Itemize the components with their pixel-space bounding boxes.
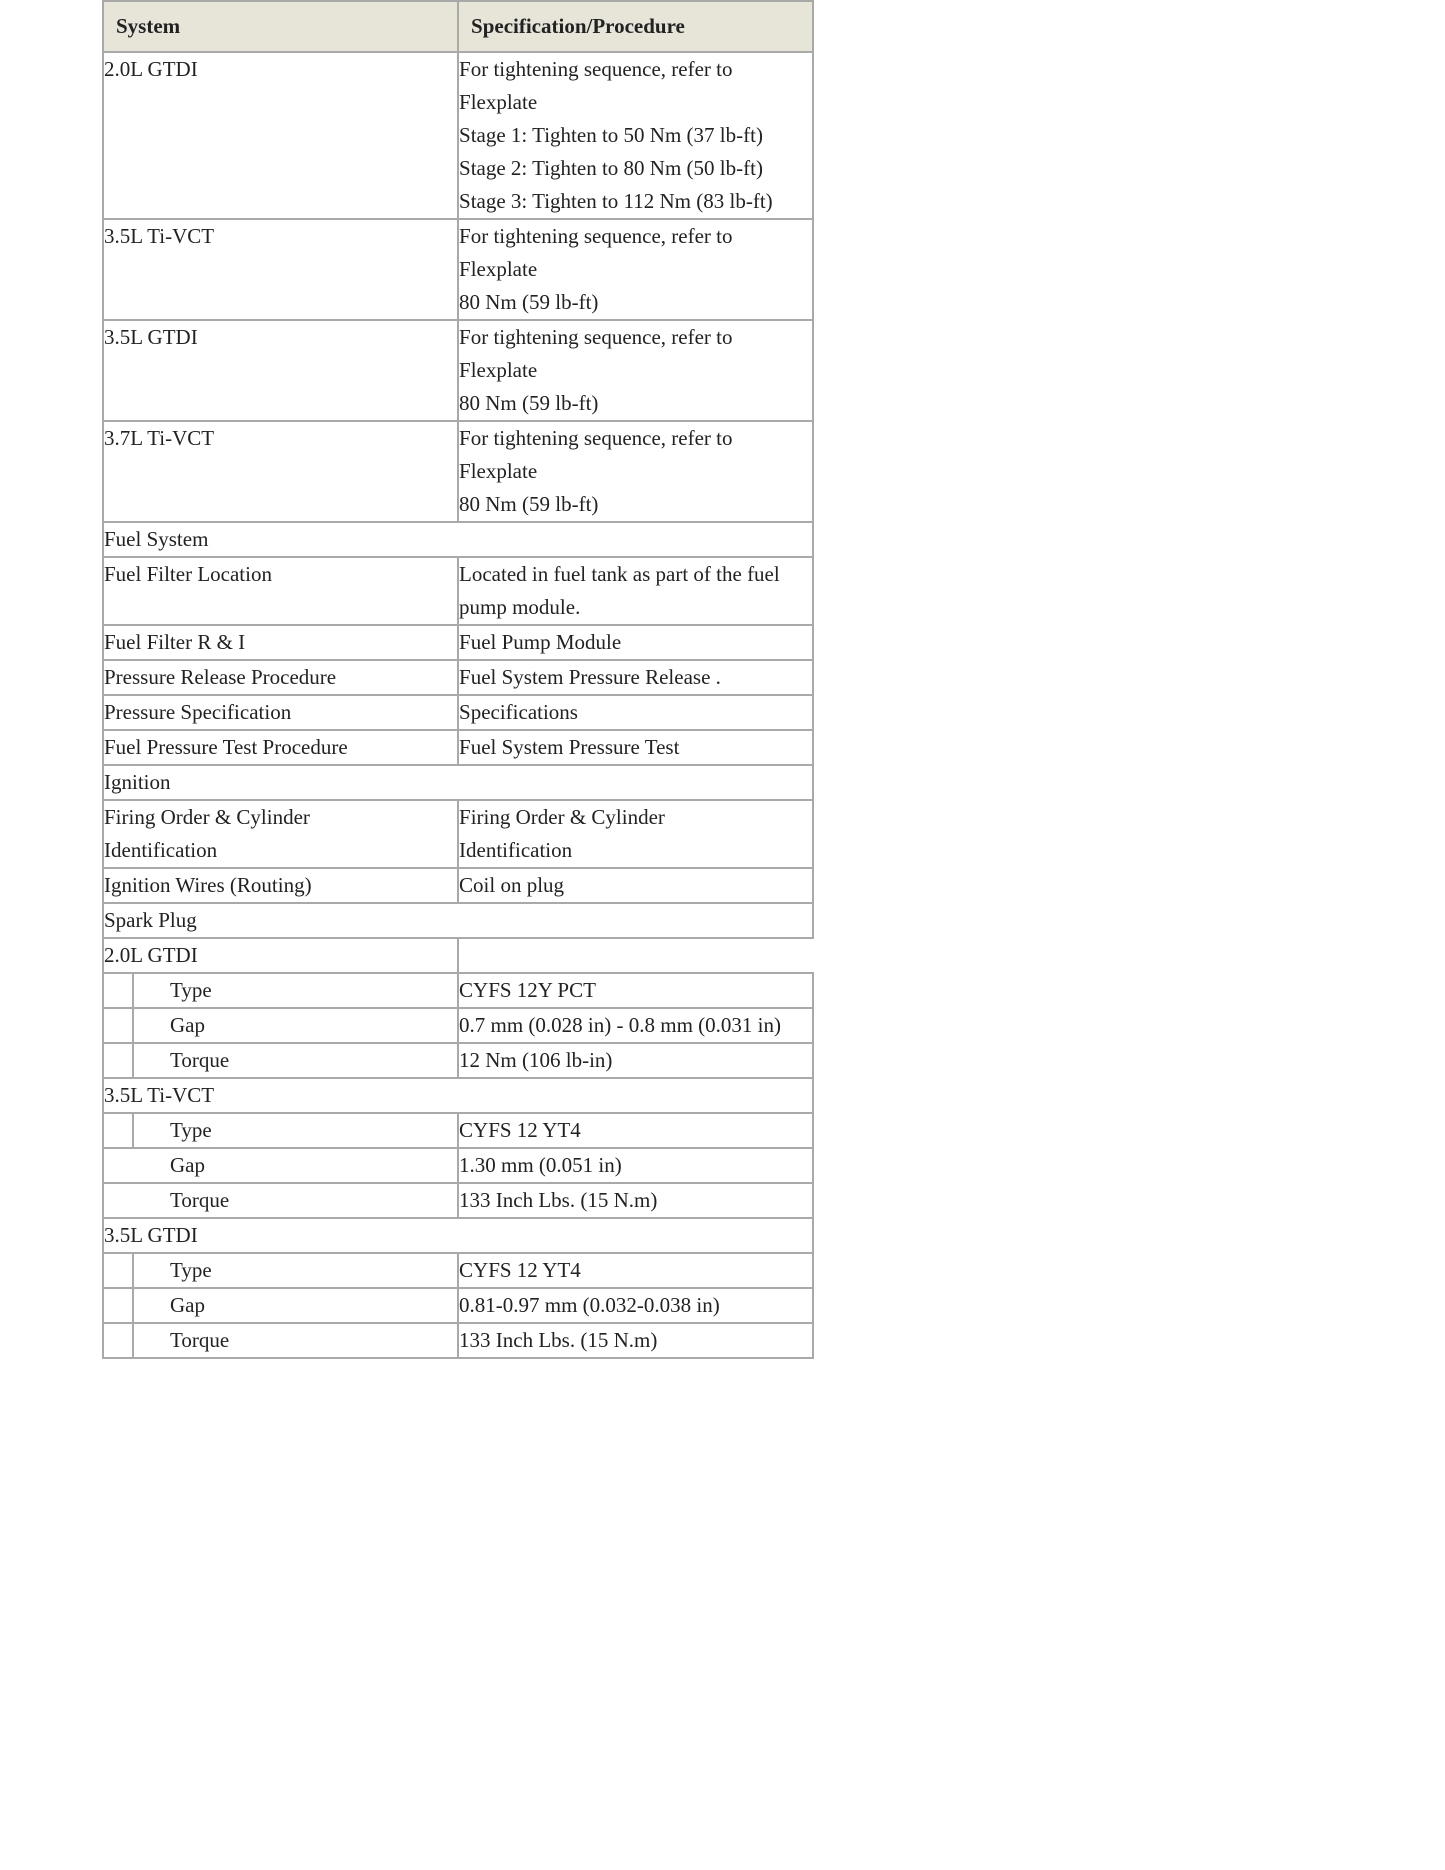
table-row bbox=[103, 868, 813, 903]
table-row bbox=[103, 1113, 813, 1148]
indent-gutter bbox=[103, 1288, 133, 1323]
table-row bbox=[103, 52, 813, 219]
spec-line: Stage 3: Tighten to 112 Nm (83 lb-ft) bbox=[459, 189, 773, 213]
spec-line: 80 Nm (59 lb-ft) bbox=[459, 492, 599, 516]
spark-value: 133 Inch Lbs. (15 N.m) bbox=[458, 1183, 813, 1218]
spark-value: 12 Nm (106 lb-in) bbox=[458, 1043, 813, 1078]
spec-line: For tightening sequence, refer to Flexplate bbox=[459, 426, 733, 483]
indent-gutter bbox=[103, 973, 133, 1008]
table-row bbox=[103, 695, 813, 730]
spec-cell: Coil on plug bbox=[458, 868, 813, 903]
table-row bbox=[103, 219, 813, 320]
spark-label: Gap bbox=[103, 1148, 458, 1183]
spec-cell: Firing Order & Cylinder Identification bbox=[458, 800, 813, 868]
spec-cell bbox=[458, 320, 813, 421]
spec-line: For tightening sequence, refer to Flexplate bbox=[459, 57, 733, 114]
table-row bbox=[103, 625, 813, 660]
system-cell: Fuel Filter R & I bbox=[103, 625, 458, 660]
spark-label: Type bbox=[133, 1253, 458, 1288]
system-cell: Pressure Specification bbox=[103, 695, 458, 730]
indent-gutter bbox=[103, 1113, 133, 1148]
table-row bbox=[103, 320, 813, 421]
section-title: Spark Plug bbox=[103, 903, 813, 938]
spark-label: Torque bbox=[133, 1323, 458, 1358]
table-row bbox=[103, 730, 813, 765]
spec-cell: Specifications bbox=[458, 695, 813, 730]
spark-value: 133 Inch Lbs. (15 N.m) bbox=[458, 1323, 813, 1358]
table-row bbox=[103, 557, 813, 625]
table-row bbox=[103, 1288, 813, 1323]
spark-label: Type bbox=[133, 973, 458, 1008]
spark-label: Gap bbox=[133, 1288, 458, 1323]
indent-gutter bbox=[103, 1253, 133, 1288]
table-row bbox=[103, 1148, 813, 1183]
system-cell: 2.0L GTDI bbox=[103, 52, 458, 219]
spec-cell: Fuel Pump Module bbox=[458, 625, 813, 660]
header-spec: Specification/Procedure bbox=[458, 1, 813, 52]
spark-label: Torque bbox=[133, 1043, 458, 1078]
system-cell: Ignition Wires (Routing) bbox=[103, 868, 458, 903]
spark-value: 1.30 mm (0.051 in) bbox=[458, 1148, 813, 1183]
spec-cell: Fuel System Pressure Release . bbox=[458, 660, 813, 695]
engine-row bbox=[103, 1218, 813, 1253]
indent-gutter bbox=[103, 1043, 133, 1078]
engine-row bbox=[103, 1078, 813, 1113]
system-cell: 3.7L Ti-VCT bbox=[103, 421, 458, 522]
spec-line: Stage 2: Tighten to 80 Nm (50 lb-ft) bbox=[459, 156, 763, 180]
system-cell: 3.5L Ti-VCT bbox=[103, 219, 458, 320]
engine-row bbox=[103, 938, 813, 973]
table-row bbox=[103, 421, 813, 522]
table-row bbox=[103, 1043, 813, 1078]
section-row-ignition bbox=[103, 765, 813, 800]
system-cell: Fuel Pressure Test Procedure bbox=[103, 730, 458, 765]
spec-cell: Located in fuel tank as part of the fuel pump module. bbox=[458, 557, 813, 625]
header-system: System bbox=[103, 1, 458, 52]
spark-value: CYFS 12 YT4 bbox=[458, 1113, 813, 1148]
table-row bbox=[103, 800, 813, 868]
spec-cell bbox=[458, 421, 813, 522]
spec-line: For tightening sequence, refer to Flexplate bbox=[459, 325, 733, 382]
section-row-fuel-system bbox=[103, 522, 813, 557]
table-row bbox=[103, 1183, 813, 1218]
empty-cell bbox=[458, 938, 813, 973]
spark-value: CYFS 12 YT4 bbox=[458, 1253, 813, 1288]
spec-line: 80 Nm (59 lb-ft) bbox=[459, 391, 599, 415]
spark-label: Type bbox=[133, 1113, 458, 1148]
system-cell: Fuel Filter Location bbox=[103, 557, 458, 625]
spark-value: 0.7 mm (0.028 in) - 0.8 mm (0.031 in) bbox=[458, 1008, 813, 1043]
table-row bbox=[103, 1253, 813, 1288]
system-cell: Firing Order & Cylinder Identification bbox=[103, 800, 458, 868]
spec-line: 80 Nm (59 lb-ft) bbox=[459, 290, 599, 314]
section-title: Fuel System bbox=[103, 522, 813, 557]
engine-name: 3.5L Ti-VCT bbox=[103, 1078, 813, 1113]
engine-name: 2.0L GTDI bbox=[103, 938, 458, 973]
spec-cell bbox=[458, 52, 813, 219]
section-title: Ignition bbox=[103, 765, 813, 800]
indent-gutter bbox=[103, 1008, 133, 1043]
indent-gutter bbox=[103, 1323, 133, 1358]
system-cell: 3.5L GTDI bbox=[103, 320, 458, 421]
table-row bbox=[103, 973, 813, 1008]
spark-value: CYFS 12Y PCT bbox=[458, 973, 813, 1008]
engine-name: 3.5L GTDI bbox=[103, 1218, 813, 1253]
spark-label: Torque bbox=[103, 1183, 458, 1218]
section-row-spark-plug bbox=[103, 903, 813, 938]
spark-value: 0.81-0.97 mm (0.032-0.038 in) bbox=[458, 1288, 813, 1323]
spec-cell bbox=[458, 219, 813, 320]
spec-table bbox=[102, 0, 814, 1359]
table-row bbox=[103, 1323, 813, 1358]
table-header-row bbox=[103, 1, 813, 52]
spark-label: Gap bbox=[133, 1008, 458, 1043]
system-cell: Pressure Release Procedure bbox=[103, 660, 458, 695]
spec-cell: Fuel System Pressure Test bbox=[458, 730, 813, 765]
table-row bbox=[103, 1008, 813, 1043]
spec-line: Stage 1: Tighten to 50 Nm (37 lb-ft) bbox=[459, 123, 763, 147]
spec-line: For tightening sequence, refer to Flexplate bbox=[459, 224, 733, 281]
table-row bbox=[103, 660, 813, 695]
